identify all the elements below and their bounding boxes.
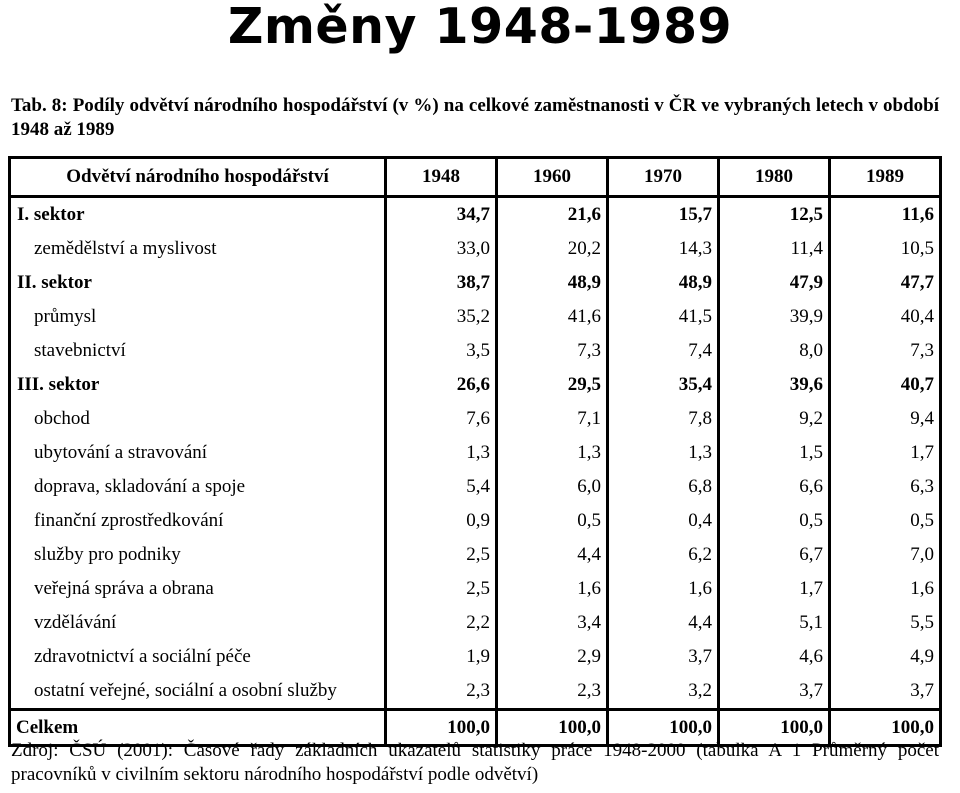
cell-value: 29,5 (497, 368, 608, 402)
row-label: zemědělství a myslivost (10, 232, 386, 266)
page-title: Změny 1948-1989 (227, 0, 733, 55)
table-header-row (10, 158, 941, 197)
cell-value: 1,9 (386, 640, 497, 674)
cell-value: 20,2 (497, 232, 608, 266)
cell-value: 40,7 (830, 368, 941, 402)
cell-value: 26,6 (386, 368, 497, 402)
cell-value: 4,4 (608, 606, 719, 640)
cell-value: 100,0 (608, 710, 719, 746)
cell-value: 3,4 (497, 606, 608, 640)
cell-value: 2,5 (386, 538, 497, 572)
cell-value: 5,5 (830, 606, 941, 640)
cell-value: 100,0 (497, 710, 608, 746)
table-row (10, 436, 941, 470)
cell-value: 34,7 (386, 197, 497, 233)
cell-value: 6,2 (608, 538, 719, 572)
cell-value: 15,7 (608, 197, 719, 233)
cell-value: 6,0 (497, 470, 608, 504)
cell-value: 10,5 (830, 232, 941, 266)
source-note: Zdroj: ČSÚ (2001): Časové řady základních ukazatelů statistiky práce 1948-2000 (tabulka A 1 Průměrný počet pracovníků v civilním sektoru národního hospodářství podle odvětví) (11, 740, 939, 785)
cell-value: 3,5 (386, 334, 497, 368)
cell-value: 2,9 (497, 640, 608, 674)
row-label: vzdělávání (10, 606, 386, 640)
table-body (10, 197, 941, 746)
row-label: zdravotnictví a sociální péče (10, 640, 386, 674)
table-row (10, 674, 941, 710)
column-header-1970: 1970 (608, 158, 719, 197)
cell-value: 0,5 (719, 504, 830, 538)
cell-value: 2,5 (386, 572, 497, 606)
cell-value: 11,6 (830, 197, 941, 233)
table-row (10, 640, 941, 674)
table-caption: Tab. 8: Podíly odvětví národního hospodářství (v %) na celkové zaměstnanosti v ČR ve vybraných letech v období 1948 až 1989 (11, 95, 939, 140)
cell-value: 2,3 (386, 674, 497, 710)
cell-value: 6,7 (719, 538, 830, 572)
row-label: veřejná správa a obrana (10, 572, 386, 606)
cell-value: 39,6 (719, 368, 830, 402)
cell-value: 8,0 (719, 334, 830, 368)
cell-value: 48,9 (608, 266, 719, 300)
cell-value: 1,6 (497, 572, 608, 606)
cell-value: 1,6 (830, 572, 941, 606)
cell-value: 41,5 (608, 300, 719, 334)
table-row (10, 402, 941, 436)
cell-value: 9,4 (830, 402, 941, 436)
sector-row (10, 368, 941, 402)
table-row (10, 572, 941, 606)
column-header-1980: 1980 (719, 158, 830, 197)
cell-value: 9,2 (719, 402, 830, 436)
row-label: ostatní veřejné, sociální a osobní služby (10, 674, 386, 710)
table-row (10, 334, 941, 368)
row-label: II. sektor (10, 266, 386, 300)
row-label: III. sektor (10, 368, 386, 402)
cell-value: 6,8 (608, 470, 719, 504)
cell-value: 5,4 (386, 470, 497, 504)
cell-value: 0,5 (497, 504, 608, 538)
table-row (10, 504, 941, 538)
cell-value: 1,7 (830, 436, 941, 470)
cell-value: 7,6 (386, 402, 497, 436)
cell-value: 6,6 (719, 470, 830, 504)
cell-value: 2,2 (386, 606, 497, 640)
cell-value: 48,9 (497, 266, 608, 300)
row-label: průmysl (10, 300, 386, 334)
cell-value: 39,9 (719, 300, 830, 334)
cell-value: 1,6 (608, 572, 719, 606)
cell-value: 3,7 (830, 674, 941, 710)
cell-value: 35,2 (386, 300, 497, 334)
employment-share-table (8, 156, 942, 747)
cell-value: 33,0 (386, 232, 497, 266)
cell-value: 7,4 (608, 334, 719, 368)
cell-value: 1,3 (386, 436, 497, 470)
cell-value: 6,3 (830, 470, 941, 504)
table-row (10, 300, 941, 334)
row-label: I. sektor (10, 197, 386, 233)
row-label: Celkem (10, 710, 386, 746)
cell-value: 0,9 (386, 504, 497, 538)
cell-value: 2,3 (497, 674, 608, 710)
cell-value: 0,4 (608, 504, 719, 538)
row-label: obchod (10, 402, 386, 436)
cell-value: 7,3 (830, 334, 941, 368)
cell-value: 41,6 (497, 300, 608, 334)
row-label: stavebnictví (10, 334, 386, 368)
cell-value: 47,7 (830, 266, 941, 300)
cell-value: 100,0 (386, 710, 497, 746)
column-header-1960: 1960 (497, 158, 608, 197)
cell-value: 100,0 (830, 710, 941, 746)
cell-value: 40,4 (830, 300, 941, 334)
cell-value: 1,7 (719, 572, 830, 606)
cell-value: 5,1 (719, 606, 830, 640)
row-label: finanční zprostředkování (10, 504, 386, 538)
cell-value: 4,9 (830, 640, 941, 674)
cell-value: 4,4 (497, 538, 608, 572)
row-label: ubytování a stravování (10, 436, 386, 470)
cell-value: 7,3 (497, 334, 608, 368)
cell-value: 7,0 (830, 538, 941, 572)
cell-value: 21,6 (497, 197, 608, 233)
table-row (10, 470, 941, 504)
cell-value: 38,7 (386, 266, 497, 300)
sector-row (10, 266, 941, 300)
table-row (10, 538, 941, 572)
sector-row (10, 197, 941, 233)
cell-value: 100,0 (719, 710, 830, 746)
cell-value: 4,6 (719, 640, 830, 674)
row-label: doprava, skladování a spoje (10, 470, 386, 504)
cell-value: 14,3 (608, 232, 719, 266)
cell-value: 3,7 (719, 674, 830, 710)
cell-value: 3,2 (608, 674, 719, 710)
cell-value: 1,5 (719, 436, 830, 470)
table-row (10, 606, 941, 640)
cell-value: 1,3 (608, 436, 719, 470)
column-header-sector: Odvětví národního hospodářství (10, 158, 386, 197)
cell-value: 3,7 (608, 640, 719, 674)
cell-value: 11,4 (719, 232, 830, 266)
column-header-1948: 1948 (386, 158, 497, 197)
cell-value: 1,3 (497, 436, 608, 470)
table-row (10, 232, 941, 266)
cell-value: 7,8 (608, 402, 719, 436)
cell-value: 0,5 (830, 504, 941, 538)
cell-value: 12,5 (719, 197, 830, 233)
cell-value: 7,1 (497, 402, 608, 436)
row-label: služby pro podniky (10, 538, 386, 572)
column-header-1989: 1989 (830, 158, 941, 197)
cell-value: 35,4 (608, 368, 719, 402)
cell-value: 47,9 (719, 266, 830, 300)
